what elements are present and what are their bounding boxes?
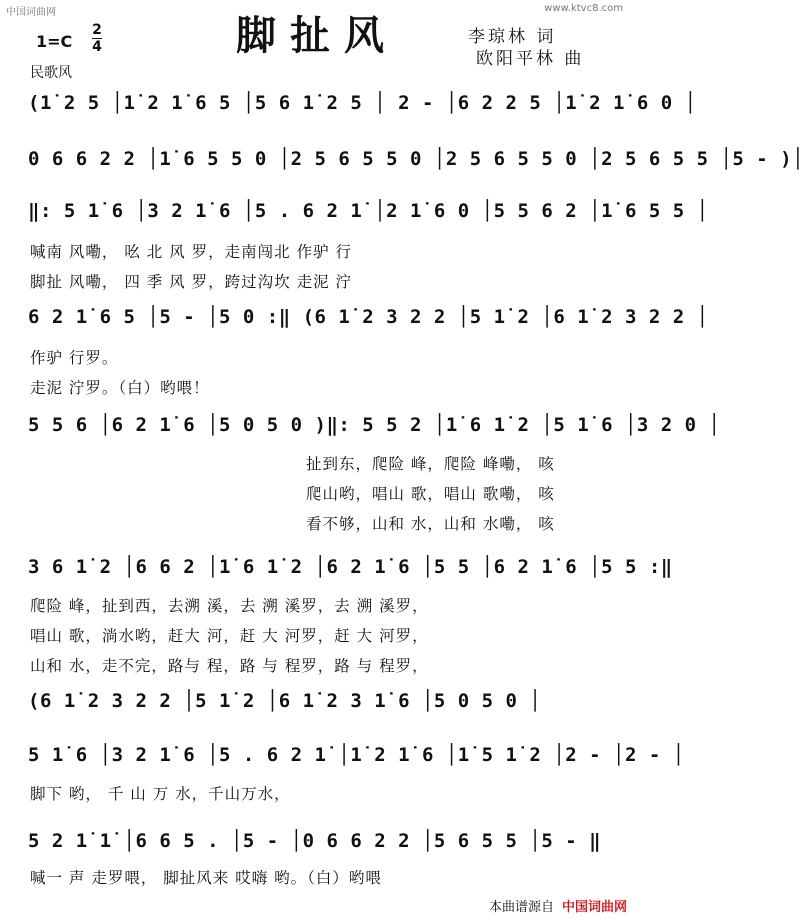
staff-9-notes: 5 2 1̇ 1̇ │6 6 5 . │5 - │0 6 6 2 2 │5 6 5 5 │5 - ‖ (28, 830, 602, 852)
staff-6-lyric-1: 爬险 峰，扯到西，去溯 溪，去 溯 溪罗，去 溯 溪罗， (30, 597, 429, 615)
footer-prefix: 本曲谱源自 (488, 900, 554, 915)
staff-2-notes: 0 6 6 2 2 │1̇ 6 5 5 0 │2 5 6 5 5 0 │2 5 6 5 5 0 │2 5 6 5 5 │5 - )│ (28, 148, 804, 170)
staff-5-lyric-1: 扯到东，爬险 峰，爬险 峰嘞， 咳 (306, 455, 555, 473)
source-footer (489, 896, 627, 915)
style-marking: 民歌风 (30, 65, 72, 81)
time-signature-bottom: 4 (92, 39, 102, 55)
time-signature (92, 22, 102, 55)
staff-7-notes: (6 1̇ 2 3 2 2 │5 1̇ 2 │6 1̇ 2 3 1̇ 6 │5 0 5 0 │ (28, 690, 542, 712)
staff-1-notes: (1̇ 2 5 │1̇ 2 1̇ 6 5 │5 6 1̇ 2 5 │ 2 - │6 2 2 5 │1̇ 2 1̇ 6 0 │ (28, 92, 697, 114)
staff-8-lyric-1: 脚下 哟， 千 山 万 水，千山万水， (30, 785, 291, 803)
staff-4-lyric-2: 走泥 泞罗。（白）哟喂！ (30, 379, 210, 397)
time-signature-top: 2 (92, 22, 102, 38)
song-title: 脚扯风 (236, 12, 398, 59)
staff-8-notes: 5 1̇ 6 │3 2 1̇ 6 │5 . 6 2 1̇ │1̇ 2 1̇ 6 │1̇ 5 1̇ 2 │2 - │2 - │ (28, 744, 685, 766)
staff-6-notes: 3 6 1̇ 2 │6 6 2 │1̇ 6 1̇ 2 │6 2 1̇ 6 │5 5 │6 2 1̇ 6 │5 5 :‖ (28, 556, 673, 578)
staff-5-notes: 5 5 6 │6 2 1̇ 6 │5 0 5 0 )‖: 5 5 2 │1̇ 6 1̇ 2 │5 1̇ 6 │3 2 0 │ (28, 414, 721, 436)
staff-4-notes: 6 2 1̇ 6 5 │5 - │5 0 :‖ (6 1̇ 2 3 2 2 │5 1̇ 2 │6 1̇ 2 3 2 2 │ (28, 306, 709, 328)
key-signature: 1=C (36, 32, 73, 51)
staff-3-lyric-2: 脚扯 风嘞， 四 季 风 罗，跨过沟坎 走泥 泞 (30, 273, 352, 291)
staff-3-notes: ‖: 5 1̇ 6 │3 2 1̇ 6 │5 . 6 2 1̇ │2 1̇ 6 0 │5 5 6 2 │1̇ 6 5 5 │ (28, 200, 709, 222)
staff-5-lyric-3: 看不够，山和 水，山和 水嘞， 咳 (306, 515, 555, 533)
staff-6-lyric-3: 山和 水，走不完，路与 程，路 与 程罗，路 与 程罗， (30, 657, 429, 675)
staff-3-lyric-1: 喊南 风嘞， 吆 北 风 罗，走南闯北 作驴 行 (30, 243, 352, 261)
watermark-right: www.ktvc8.com (544, 3, 623, 14)
staff-9-lyric-1: 喊一 声 走罗喂， 脚扯风来 哎嗨 哟。（白）哟喂 (30, 869, 382, 887)
staff-4-lyric-1: 作驴 行罗。 (30, 349, 119, 367)
composer-credit: 欧阳平林 曲 (476, 49, 585, 69)
staff-5-lyric-2: 爬山哟，唱山 歌，唱山 歌嘞， 咳 (306, 485, 555, 503)
watermark-left: 中国词曲网 (6, 7, 56, 18)
staff-6-lyric-2: 唱山 歌，淌水哟，赶大 河，赶 大 河罗，赶 大 河罗， (30, 627, 429, 645)
lyricist-credit: 李琼林 词 (468, 27, 557, 47)
footer-site: 中国词曲网 (561, 900, 627, 915)
